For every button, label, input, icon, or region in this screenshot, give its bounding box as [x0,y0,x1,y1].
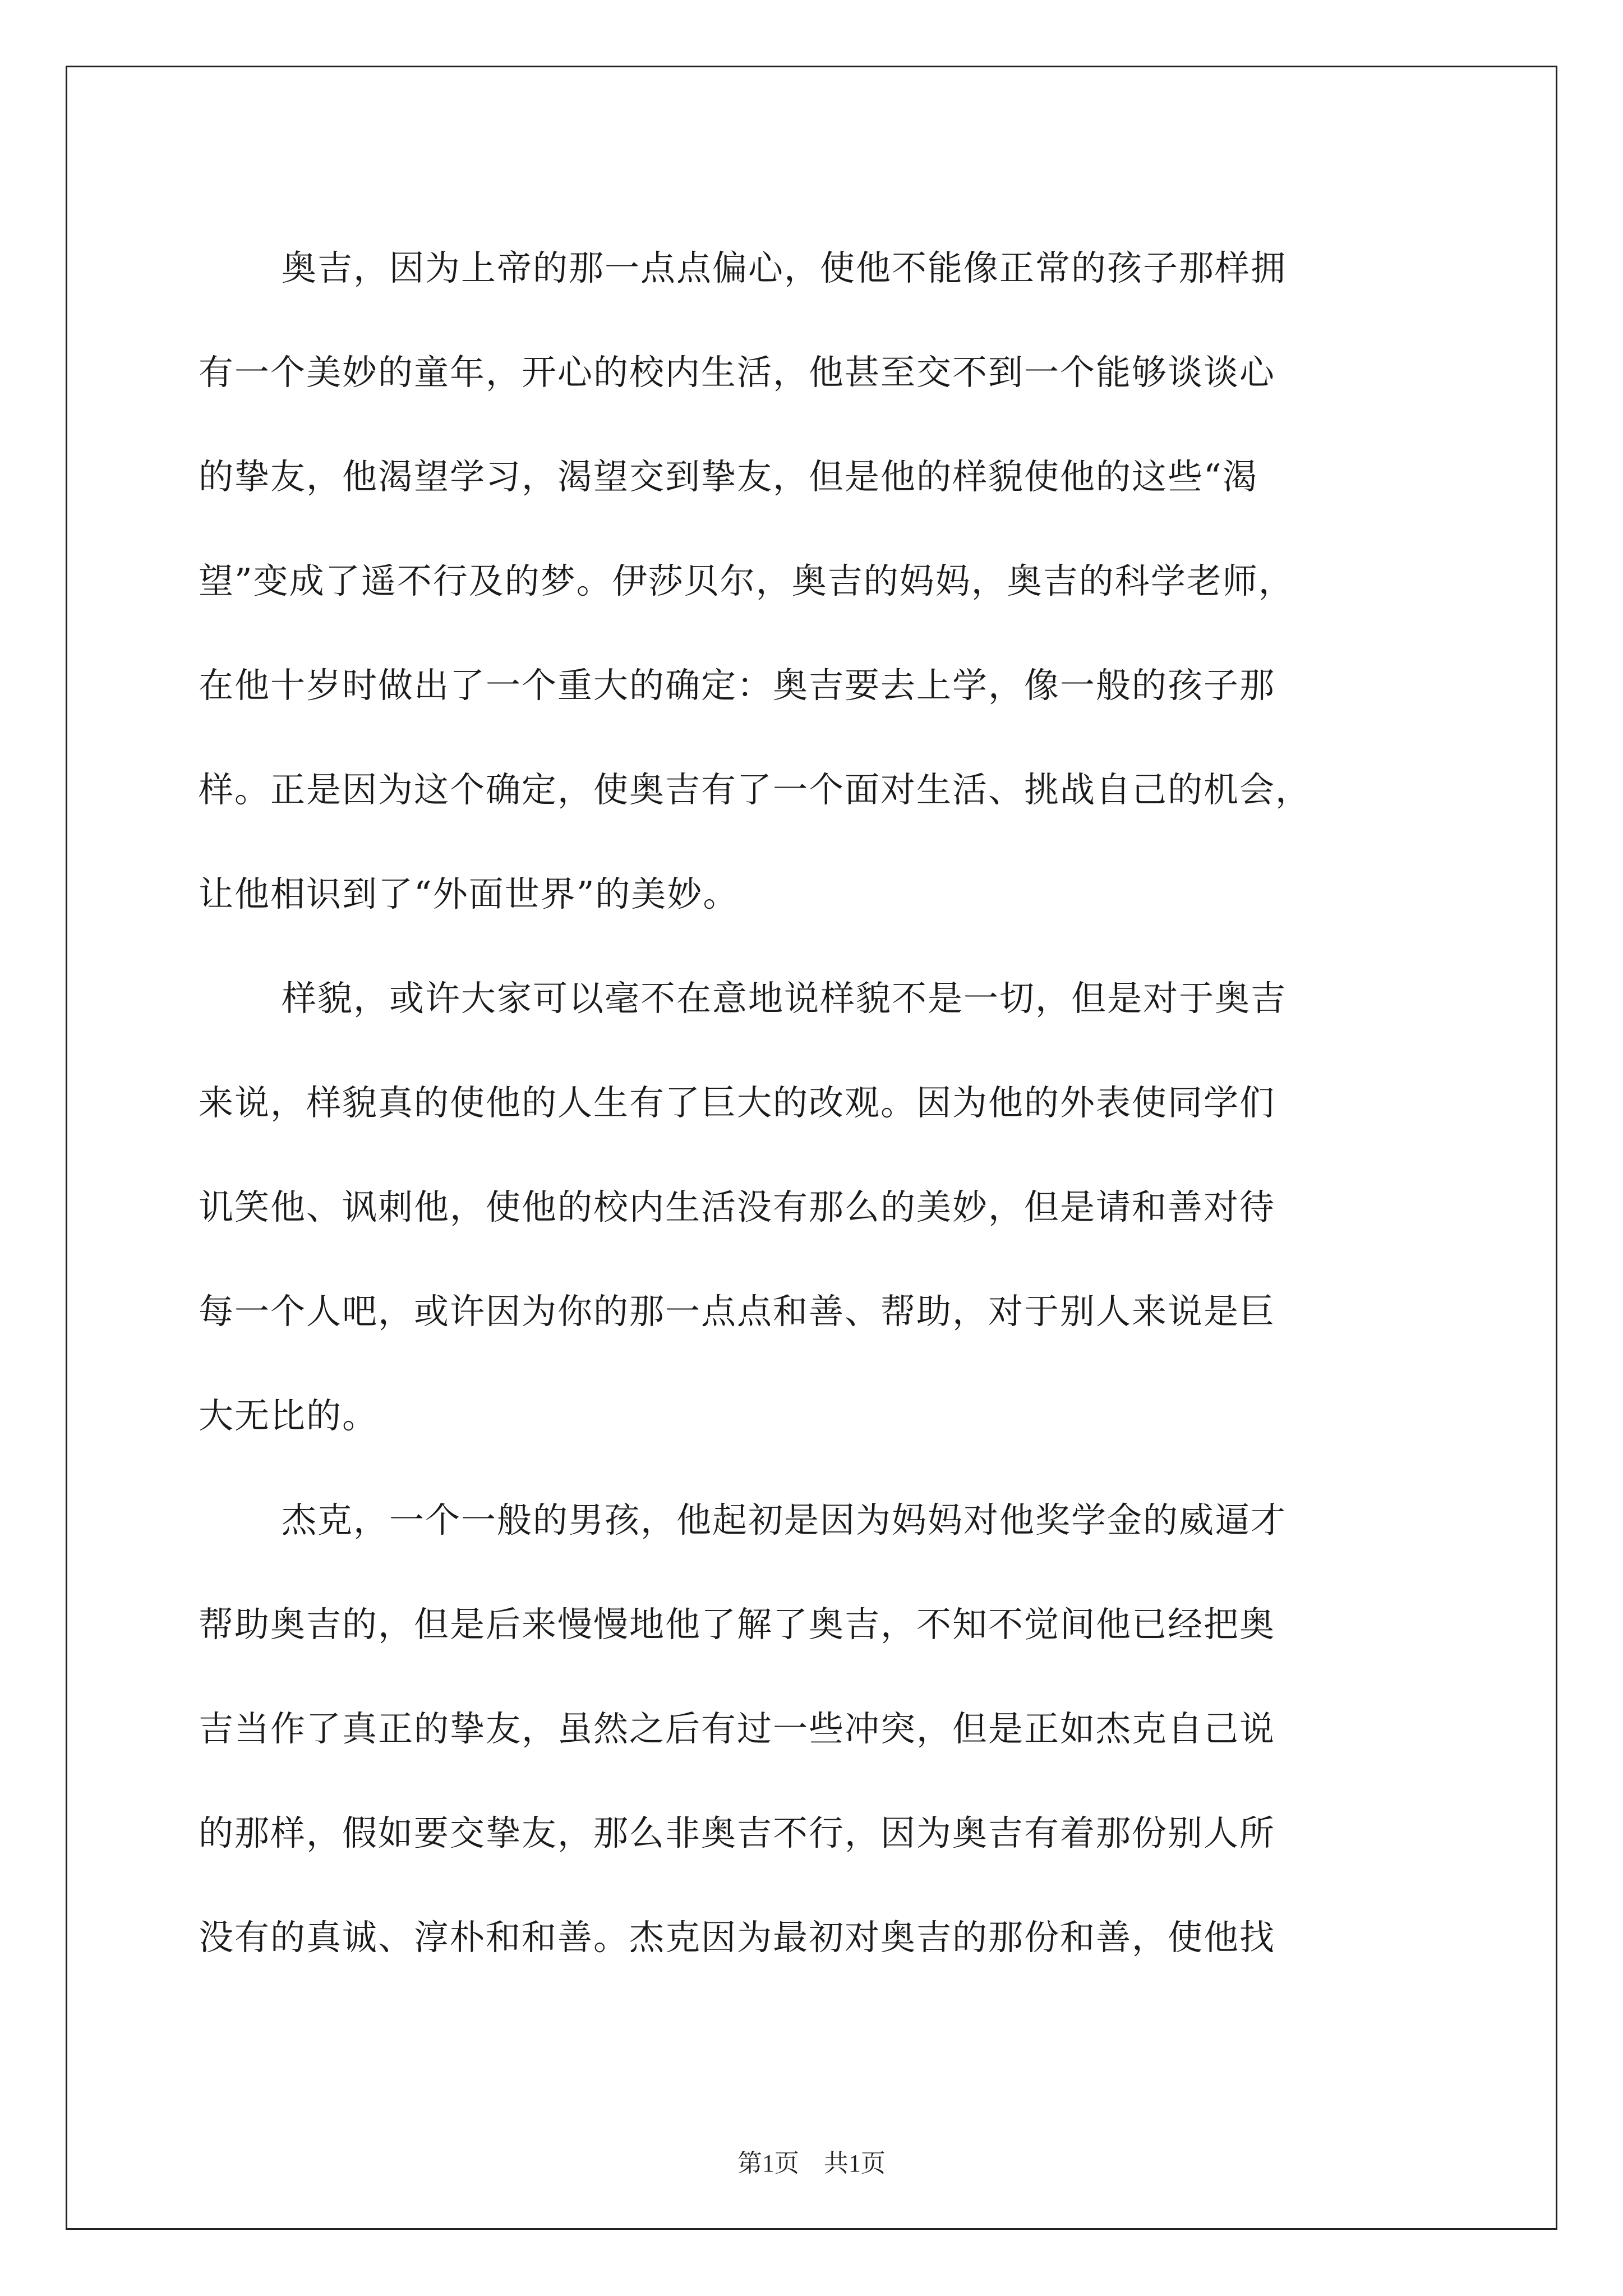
text-line: 讥笑他、讽刺他，使他的校内生活没有那么的美妙，但是请和善对待 [199,1186,1276,1227]
text-line: 样貌，或许大家可以毫不在意地说样貌不是一切，但是对于奥吉 [282,978,1287,1019]
text-line: 杰克，一个一般的男孩，他起初是因为妈妈对他奖学金的威逼才 [282,1499,1287,1540]
text-line: 来说，样貌真的使他的人生有了巨大的改观。因为他的外表使同学们 [199,1082,1276,1123]
text-line: 让他相识到了“外面世界”的美妙。 [199,873,739,914]
text-line: 的那样，假如要交挚友，那么非奥吉不行，因为奥吉有着那份别人所 [199,1812,1276,1853]
text-line: 大无比的。 [199,1395,379,1436]
text-line: 有一个美妙的童年，开心的校内生活，他甚至交不到一个能够谈谈心 [199,352,1276,393]
text-line: 的挚友，他渴望学习，渴望交到挚友，但是他的样貌使他的这些“渴 [199,456,1258,497]
text-line: 奥吉，因为上帝的那一点点偏心，使他不能像正常的孩子那样拥 [282,247,1287,288]
text-line: 每一个人吧，或许因为你的那一点点和善、帮助，对于别人来说是巨 [199,1291,1276,1332]
text-line: 望”变成了遥不行及的梦。伊莎贝尔，奥吉的妈妈，奥吉的科学老师， [199,560,1294,601]
text-line: 在他十岁时做出了一个重大的确定：奥吉要去上学，像一般的孩子那 [199,665,1276,706]
document-body [199,216,1453,1990]
page-total: 共1页 [824,2150,886,2177]
page-footer [0,2143,1623,2179]
page-number: 第1页 [737,2150,799,2177]
text-line: 帮助奥吉的，但是后来慢慢地他了解了奥吉，不知不觉间他已经把奥 [199,1604,1276,1645]
text-line: 吉当作了真正的挚友，虽然之后有过一些冲突，但是正如杰克自己说 [199,1708,1276,1749]
text-line: 没有的真诚、淳朴和和善。杰克因为最初对奥吉的那份和善，使他找 [199,1917,1276,1958]
text-line: 样。正是因为这个确定，使奥吉有了一个面对生活、挑战自己的机会， [199,769,1312,810]
